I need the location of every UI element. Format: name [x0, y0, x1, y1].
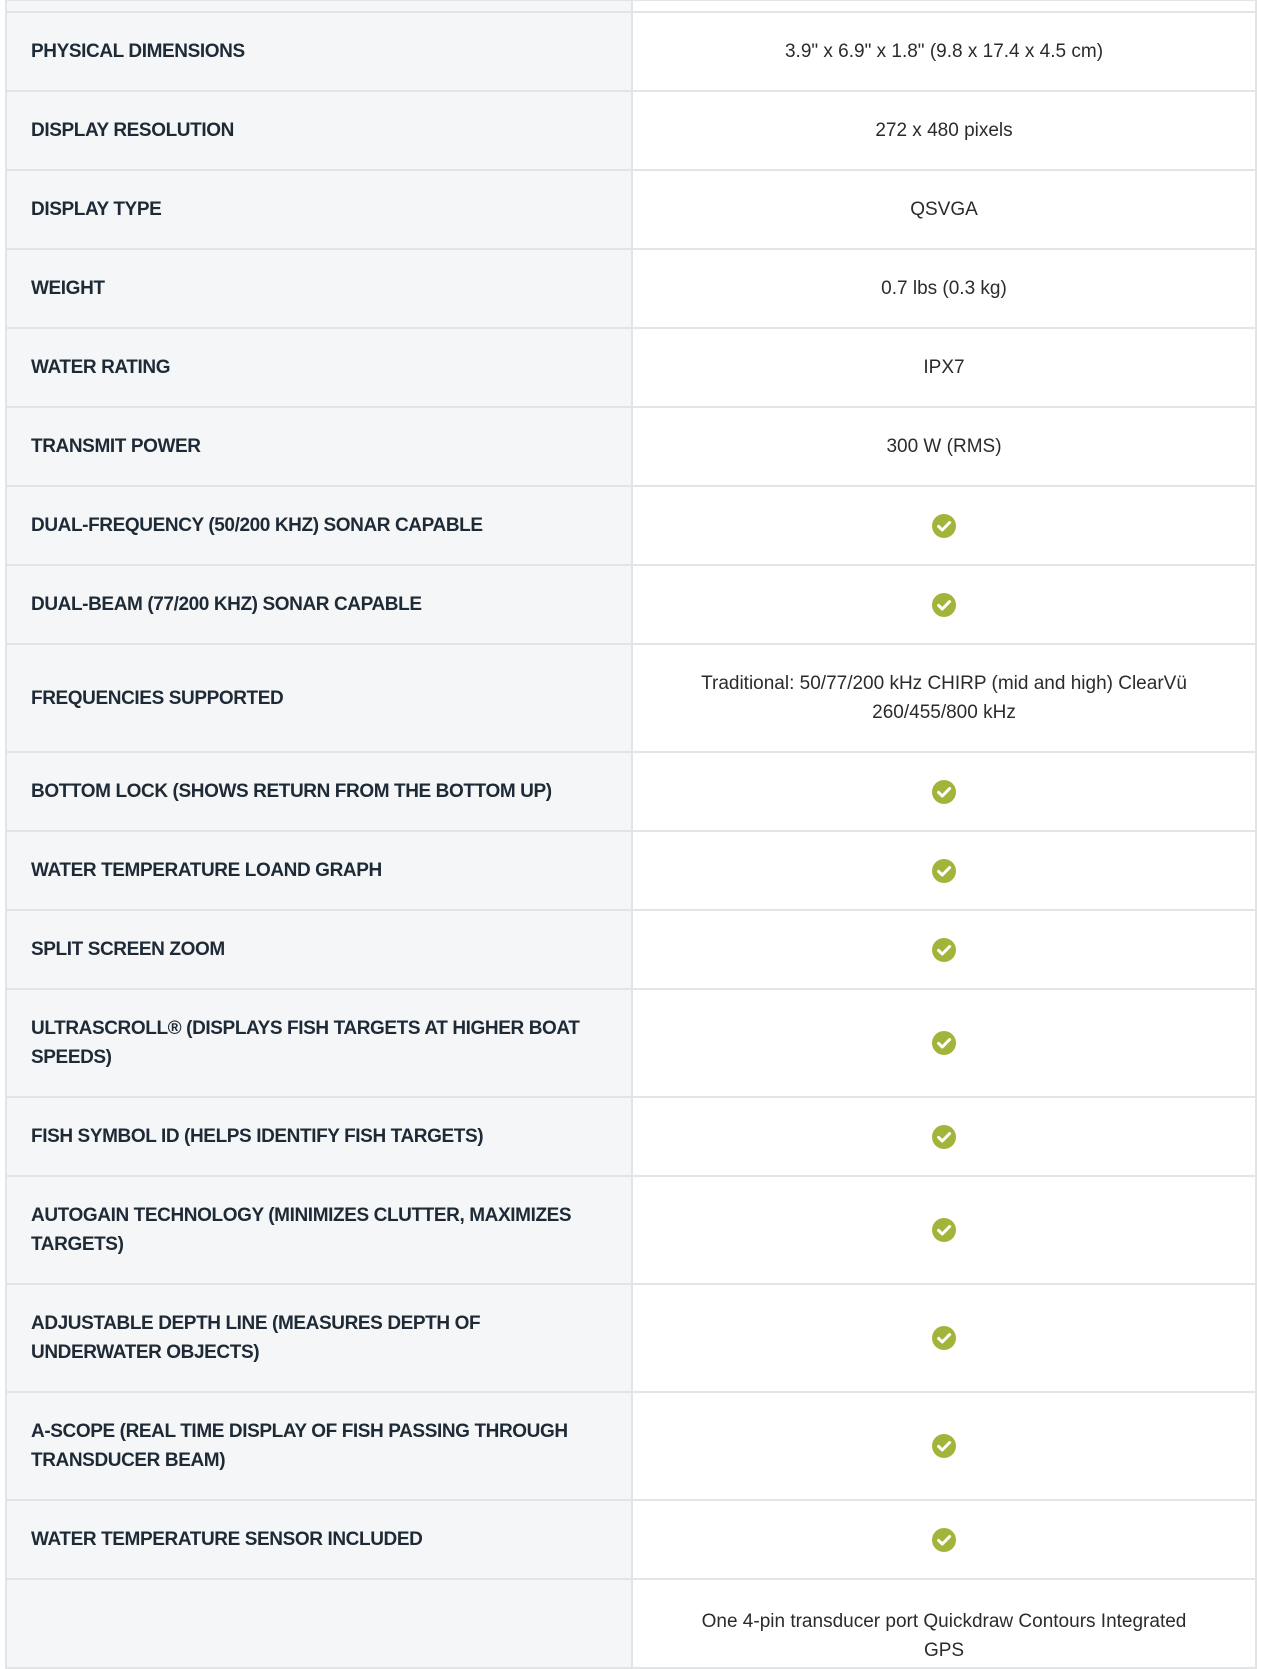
check-circle-icon: [932, 780, 956, 804]
spec-value: [632, 1284, 1256, 1392]
table-row: [6, 1579, 1256, 1668]
spec-value: [632, 565, 1256, 644]
spec-value: [632, 486, 1256, 565]
spec-label: DUAL-FREQUENCY (50/200 KHZ) SONAR CAPABLE: [6, 486, 632, 565]
spec-value: IPX7: [632, 328, 1256, 407]
spec-label: AUTOGAIN TECHNOLOGY (MINIMIZES CLUTTER, MAXIMIZES TARGETS): [6, 1176, 632, 1284]
spec-label: WATER RATING: [6, 328, 632, 407]
check-circle-icon: [932, 1528, 956, 1552]
check-circle-icon: [932, 1125, 956, 1149]
spec-label: PHYSICAL DIMENSIONS: [6, 12, 632, 91]
spec-label: TRANSMIT POWER: [6, 407, 632, 486]
spec-label: DISPLAY TYPE: [6, 170, 632, 249]
table-row: [6, 91, 1256, 170]
spec-value: 0.7 lbs (0.3 kg): [632, 249, 1256, 328]
check-circle-icon: [932, 1434, 956, 1458]
table-row: [6, 831, 1256, 910]
spec-value: [632, 831, 1256, 910]
spec-label: WEIGHT: [6, 249, 632, 328]
spec-value: QSVGA: [632, 170, 1256, 249]
check-circle-icon: [932, 1218, 956, 1242]
table-row: [6, 486, 1256, 565]
table-row: [6, 0, 1256, 12]
spec-label: ADJUSTABLE DEPTH LINE (MEASURES DEPTH OF UNDERWATER OBJECTS): [6, 1284, 632, 1392]
spec-value: [632, 989, 1256, 1097]
spec-value: [632, 752, 1256, 831]
spec-value: 272 x 480 pixels: [632, 91, 1256, 170]
table-row: [6, 249, 1256, 328]
table-row: [6, 170, 1256, 249]
spec-label: FISH SYMBOL ID (HELPS IDENTIFY FISH TARGETS): [6, 1097, 632, 1176]
spec-value: [632, 0, 1256, 12]
spec-value: [632, 1500, 1256, 1579]
check-circle-icon: [932, 938, 956, 962]
check-circle-icon: [932, 859, 956, 883]
specs-table: [5, 0, 1257, 1669]
table-row: [6, 1500, 1256, 1579]
spec-label: DUAL-BEAM (77/200 KHZ) SONAR CAPABLE: [6, 565, 632, 644]
table-row: [6, 1176, 1256, 1284]
spec-label: WATER TEMPERATURE SENSOR INCLUDED: [6, 1500, 632, 1579]
table-row: [6, 1392, 1256, 1500]
spec-value: [632, 1176, 1256, 1284]
spec-label: FREQUENCIES SUPPORTED: [6, 644, 632, 752]
spec-value: One 4-pin transducer port Quickdraw Contours Integrated GPS: [632, 1579, 1256, 1668]
spec-label: A-SCOPE (REAL TIME DISPLAY OF FISH PASSING THROUGH TRANSDUCER BEAM): [6, 1392, 632, 1500]
spec-label: [6, 1579, 632, 1668]
table-row: [6, 565, 1256, 644]
check-circle-icon: [932, 1031, 956, 1055]
spec-label: [6, 0, 632, 12]
spec-value: Traditional: 50/77/200 kHz CHIRP (mid and high) ClearVü 260/455/800 kHz: [632, 644, 1256, 752]
table-row: [6, 328, 1256, 407]
table-row: [6, 910, 1256, 989]
table-row: [6, 644, 1256, 752]
table-row: [6, 1284, 1256, 1392]
check-circle-icon: [932, 514, 956, 538]
spec-value: [632, 1097, 1256, 1176]
table-row: [6, 12, 1256, 91]
spec-label: SPLIT SCREEN ZOOM: [6, 910, 632, 989]
spec-label: WATER TEMPERATURE LOAND GRAPH: [6, 831, 632, 910]
check-circle-icon: [932, 593, 956, 617]
spec-label: DISPLAY RESOLUTION: [6, 91, 632, 170]
table-row: [6, 407, 1256, 486]
spec-value: [632, 910, 1256, 989]
table-row: [6, 1097, 1256, 1176]
check-circle-icon: [932, 1326, 956, 1350]
spec-value: 3.9" x 6.9" x 1.8" (9.8 x 17.4 x 4.5 cm): [632, 12, 1256, 91]
spec-value: [632, 1392, 1256, 1500]
spec-label: BOTTOM LOCK (SHOWS RETURN FROM THE BOTTOM UP): [6, 752, 632, 831]
table-row: [6, 989, 1256, 1097]
spec-value: 300 W (RMS): [632, 407, 1256, 486]
spec-label: ULTRASCROLL® (DISPLAYS FISH TARGETS AT HIGHER BOAT SPEEDS): [6, 989, 632, 1097]
table-row: [6, 752, 1256, 831]
